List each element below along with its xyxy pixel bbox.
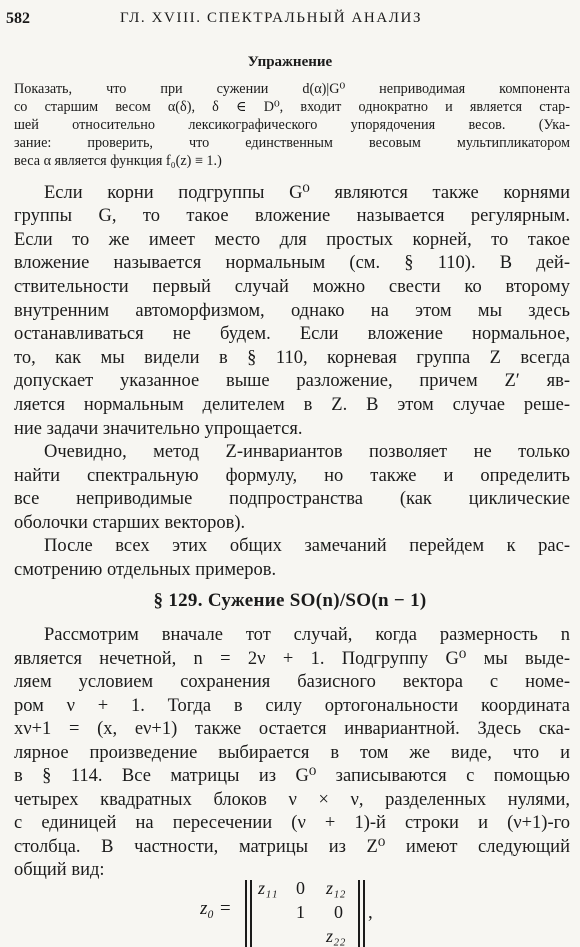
matrix-right-bar [358, 880, 360, 947]
paragraph-line: Если корни подгруппы G⁰ являются также корнями [44, 183, 570, 203]
paragraph-line: ляется нормальным делителем в Z. В этом случае реше- [14, 395, 570, 415]
section-line: ляем условием сохранения базисного вектора с номе- [14, 672, 570, 692]
section-line: является нечетной, n = 2ν + 1. Подгруппу G⁰ мы выде- [14, 649, 570, 669]
exercise-title: Упражнение [247, 54, 333, 70]
matrix-left-bar [250, 880, 252, 947]
matrix-right-bar [363, 880, 365, 947]
matrix-cell: z₂₂ [326, 926, 346, 946]
exercise-line: со старшим весом α(δ), δ ∈ D⁰, входит однократно и является стар- [14, 99, 570, 115]
section-line: в § 114. Все матрицы из G⁰ записываются с помощью [14, 766, 570, 786]
paragraph-line: После всех этих общих замечаний перейдем к рас- [44, 536, 570, 556]
paragraph-line: ствительности первый случай можно свести ко второму [14, 277, 570, 297]
matrix-cell: z₁₁ [258, 880, 278, 898]
formula-comma: , [368, 902, 373, 923]
section-line: ром ν + 1. Тогда в силу ортогональности координата [14, 696, 570, 716]
matrix-cell: 0 [334, 902, 343, 922]
section-line: с единицей на пересечении (ν + 1)-й строки и (ν+1)-го [14, 813, 570, 833]
paragraph-line: найти спектральную формулу, но также и определить [14, 466, 570, 486]
matrix-left-bar [245, 880, 247, 947]
paragraph-line: группы G, то такое вложение называется регулярным. [14, 206, 570, 226]
section-line: xν+1 = (x, eν+1) также остается инвариантной. Здесь ска- [14, 719, 570, 739]
matrix-cell: z₁₂ [326, 880, 346, 898]
paragraph-line: внутренним автоморфизмом, однако на этом мы здесь [14, 301, 570, 321]
exercise-line: веса α является функция f₀(z) ≡ 1.) [14, 153, 222, 169]
paragraph-line: то, как мы видели в § 110, корневая группа Z всегда [14, 348, 570, 368]
section-line: четырех квадратных блоков ν × ν, разделенных нулями, [14, 790, 570, 810]
paragraph-line: все неприводимые подпространства (как циклические [14, 489, 570, 509]
matrix-cell: 0 [296, 880, 305, 898]
section-line: Рассмотрим вначале тот случай, когда размерность n [44, 625, 570, 645]
paragraph-line: оболочки старших векторов). [14, 513, 246, 533]
section-line: лярное произведение выбирается в том же виде, что и [14, 743, 570, 763]
paragraph-line: смотрению отдельных примеров. [14, 560, 277, 580]
paragraph-line: останавливаться не будем. Если вложение нормальное, [14, 324, 570, 344]
page-number: 582 [6, 10, 30, 27]
paragraph-line: вложение называется нормальным (см. § 110). В дей- [14, 253, 570, 273]
formula-label: z₀ = [200, 898, 232, 919]
paragraph-line: допускает указанное выше разложение, причем Z′ яв- [14, 371, 570, 391]
exercise-line: Показать, что при сужении d(α)|G⁰ неприводимая компонента [14, 81, 570, 97]
section-line: общий вид: [14, 860, 105, 880]
section-title: § 129. Сужение SO(n)/SO(n − 1) [153, 590, 427, 611]
running-head: ГЛ. XVIII. СПЕКТРАЛЬНЫЙ АНАЛИЗ [120, 10, 423, 26]
paragraph-line: Очевидно, метод Z-инвариантов позволяет не только [44, 442, 570, 462]
exercise-line: шей относительно лексикографического упорядочения весов. (Ука- [14, 117, 570, 133]
exercise-line: зание: проверить, что единственным весовым мультипликатором [14, 135, 570, 151]
paragraph-line: ние задачи значительно упрощается. [14, 419, 303, 439]
matrix-formula-block [200, 880, 420, 947]
paragraph-line: Если то же имеет место для простых корней, то такое [14, 230, 570, 250]
matrix-cell: 1 [296, 902, 305, 922]
section-line: столбца. В частности, матрицы из Z⁰ имеют следующий [14, 837, 570, 857]
